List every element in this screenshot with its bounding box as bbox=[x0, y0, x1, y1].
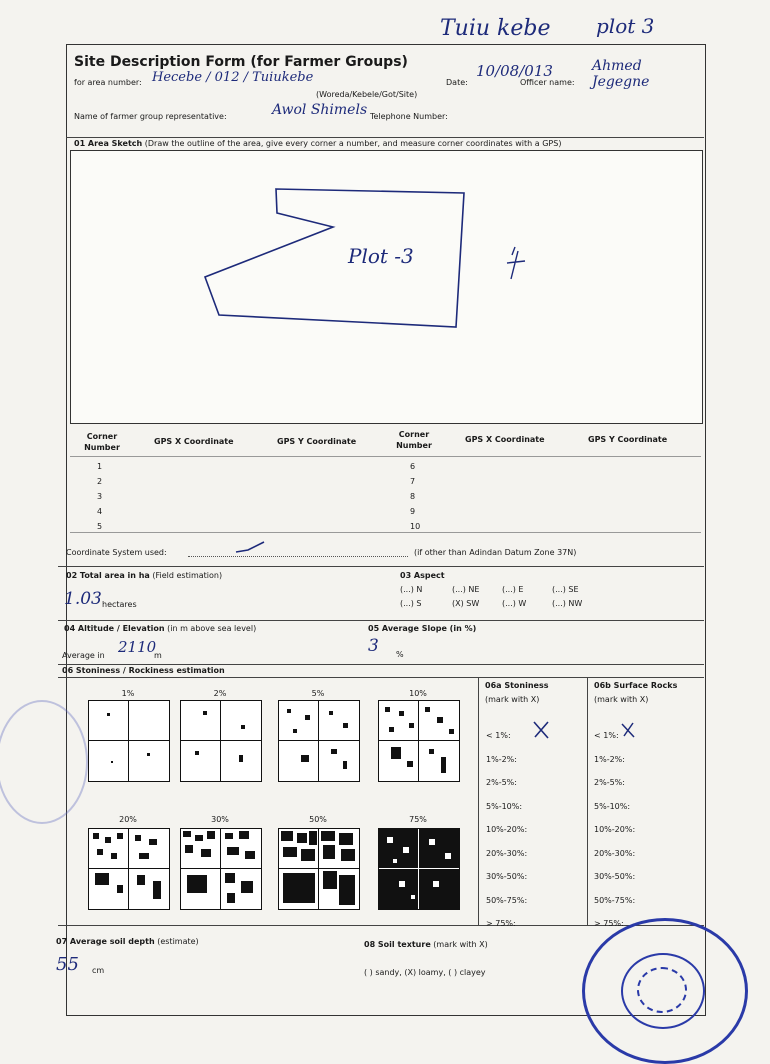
stoniness-pattern-75 bbox=[378, 828, 460, 910]
area-number-value[interactable]: Hecebe / 012 / Tuiukebe bbox=[152, 70, 314, 85]
stoniness-col-a-sub: (mark with X) bbox=[485, 695, 540, 704]
stoniness-pattern-10 bbox=[378, 700, 460, 782]
officer-label: Officer name: bbox=[520, 78, 575, 87]
soil-texture-clayey[interactable]: ( ) clayey bbox=[448, 968, 486, 977]
aspect-n[interactable]: (...) N bbox=[400, 585, 423, 594]
area-sketch-box[interactable] bbox=[70, 150, 703, 424]
area-number-sublabel: (Woreda/Kebele/Got/Site) bbox=[316, 90, 418, 99]
stoniness-pattern-30 bbox=[180, 828, 262, 910]
corner-numbers-left: 1 2 3 4 5 bbox=[97, 462, 103, 531]
aspect-nw[interactable]: (...) NW bbox=[552, 599, 583, 608]
th-gps-x-left: GPS X Coordinate bbox=[154, 437, 234, 446]
stoniness-pattern-50 bbox=[278, 828, 360, 910]
stoniness-pct-30: 30% bbox=[211, 815, 229, 824]
soil-depth-label: 07 Average soil depth (estimate) bbox=[56, 937, 199, 946]
telephone-label: Telephone Number: bbox=[370, 112, 448, 121]
stoniness-a-x-mark bbox=[532, 720, 550, 740]
stoniness-col-a-rows[interactable]: < 1%: 1%-2%: 2%-5%: 5%-10%: 10%-20%: 20%-30%: 30%-50%: 50%-75%: > 75%: bbox=[486, 731, 528, 928]
representative-label: Name of farmer group representative: bbox=[74, 112, 227, 121]
stoniness-pattern-2 bbox=[180, 700, 262, 782]
altitude-average-label: Average in bbox=[62, 651, 105, 660]
date-value[interactable]: 10/08/013 bbox=[476, 62, 553, 80]
coordinate-system-dash-mark bbox=[234, 540, 268, 556]
stoniness-pattern-1 bbox=[88, 700, 170, 782]
stoniness-col-a-title: 06a Stoniness bbox=[485, 681, 549, 690]
aspect-w[interactable]: (...) W bbox=[502, 599, 527, 608]
soil-texture-loamy[interactable]: (X) loamy, bbox=[404, 968, 446, 977]
th-gps-y-right: GPS Y Coordinate bbox=[588, 435, 668, 444]
slope-label: 05 Average Slope (in %) bbox=[368, 624, 477, 633]
stoniness-pct-50: 50% bbox=[309, 815, 327, 824]
top-location-annotation: Tuiu kebe bbox=[440, 16, 551, 41]
stoniness-label: 06 Stoniness / Rockiness estimation bbox=[62, 666, 225, 675]
stoniness-b-x-mark bbox=[620, 721, 636, 739]
altitude-unit: m bbox=[154, 651, 162, 660]
stoniness-col-b-rows[interactable]: < 1%: 1%-2%: 2%-5%: 5%-10%: 10%-20%: 20%-30%: 30%-50%: 50%-75%: > 75%: bbox=[594, 731, 636, 928]
corner-numbers-right: 6 7 8 9 10 bbox=[410, 462, 421, 531]
area-sketch-header: 01 Area Sketch (Draw the outline of the area, give every corner a number, and measure corner coordinates with a GPS) bbox=[74, 139, 562, 148]
area-number-label: for area number: bbox=[74, 78, 142, 87]
slope-value[interactable]: 3 bbox=[368, 636, 379, 656]
aspect-label: 03 Aspect bbox=[400, 571, 445, 580]
th-corner-number-left: Corner Number bbox=[84, 432, 120, 452]
stoniness-pct-75: 75% bbox=[409, 815, 427, 824]
stoniness-col-b-title: 06b Surface Rocks bbox=[594, 681, 678, 690]
th-corner-number-right: Corner Number bbox=[396, 430, 432, 450]
stoniness-pattern-5 bbox=[278, 700, 360, 782]
soil-texture-sandy[interactable]: ( ) sandy, bbox=[364, 968, 402, 977]
coordinate-system-field[interactable] bbox=[188, 556, 408, 557]
altitude-value[interactable]: 2110 bbox=[118, 638, 157, 656]
faded-stamp-left bbox=[0, 700, 88, 824]
top-plot-annotation: plot 3 bbox=[596, 14, 655, 38]
stoniness-pattern-20 bbox=[88, 828, 170, 910]
aspect-e[interactable]: (...) E bbox=[502, 585, 524, 594]
date-label: Date: bbox=[446, 78, 468, 87]
altitude-label: 04 Altitude / Elevation (in m above sea level) bbox=[64, 624, 257, 633]
aspect-sw[interactable]: (X) SW bbox=[452, 599, 480, 608]
stoniness-pct-2: 2% bbox=[213, 689, 227, 698]
coordinate-system-note: (if other than Adindan Datum Zone 37N) bbox=[414, 548, 577, 557]
plot-outline-sketch bbox=[71, 151, 702, 423]
th-gps-y-left: GPS Y Coordinate bbox=[277, 437, 357, 446]
total-area-value[interactable]: 1.03 bbox=[64, 589, 102, 609]
soil-texture-options[interactable] bbox=[364, 968, 486, 977]
aspect-s[interactable]: (...) S bbox=[400, 599, 422, 608]
aspect-ne[interactable]: (...) NE bbox=[452, 585, 480, 594]
form-title: Site Description Form (for Farmer Groups) bbox=[74, 54, 408, 70]
stoniness-pct-10: 10% bbox=[409, 689, 427, 698]
stoniness-pct-5: 5% bbox=[311, 689, 325, 698]
official-stamp bbox=[582, 918, 748, 1064]
soil-depth-value[interactable]: 55 bbox=[56, 954, 79, 975]
representative-value[interactable]: Awol Shimels bbox=[272, 102, 368, 118]
stoniness-pct-20: 20% bbox=[119, 815, 137, 824]
total-area-unit: hectares bbox=[102, 600, 137, 609]
plot-label: Plot -3 bbox=[348, 244, 414, 268]
slope-unit: % bbox=[396, 650, 404, 659]
stoniness-pct-1: 1% bbox=[121, 689, 135, 698]
soil-texture-label: 08 Soil texture (mark with X) bbox=[364, 940, 488, 949]
stoniness-col-b-sub: (mark with X) bbox=[594, 695, 649, 704]
total-area-label: 02 Total area in ha (Field estimation) bbox=[66, 571, 223, 580]
aspect-se[interactable]: (...) SE bbox=[552, 585, 579, 594]
officer-value[interactable]: Ahmed Jegegne bbox=[592, 58, 650, 90]
th-gps-x-right: GPS X Coordinate bbox=[465, 435, 545, 444]
coordinate-system-label: Coordinate System used: bbox=[66, 548, 167, 557]
soil-depth-unit: cm bbox=[92, 966, 105, 975]
